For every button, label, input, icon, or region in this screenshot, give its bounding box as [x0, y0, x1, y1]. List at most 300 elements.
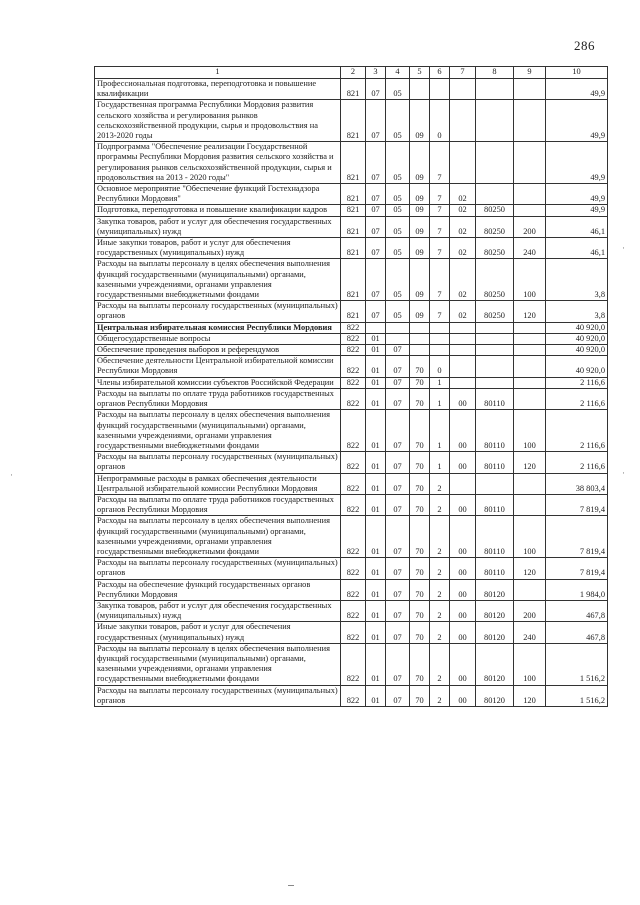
subsection-cell: 05	[386, 216, 410, 237]
expense-type-cell	[514, 205, 546, 216]
subsection-cell: 07	[386, 410, 410, 452]
margin-mark: ·	[622, 243, 625, 253]
ministry-code-cell: 822	[341, 410, 366, 452]
event-cell: 00	[450, 516, 476, 558]
program-cell: 70	[410, 410, 430, 452]
event-cell: 02	[450, 216, 476, 237]
direction-cell: 80120	[476, 643, 514, 685]
section-cell: 07	[366, 142, 386, 184]
subsection-cell: 07	[386, 685, 410, 706]
expense-type-cell: 100	[514, 516, 546, 558]
amount-cell: 1 516,2	[546, 643, 608, 685]
ministry-code-cell: 822	[341, 494, 366, 515]
row-name-cell: Закупка товаров, работ и услуг для обеспечения государственных (муниципальных) нужд	[95, 600, 341, 621]
expense-type-cell: 120	[514, 685, 546, 706]
event-cell	[450, 377, 476, 388]
expense-type-cell: 120	[514, 301, 546, 322]
direction-cell: 80110	[476, 516, 514, 558]
subsection-cell: 07	[386, 377, 410, 388]
expense-type-cell	[514, 79, 546, 100]
section-cell: 01	[366, 345, 386, 356]
amount-cell: 467,8	[546, 622, 608, 643]
direction-cell: 80250	[476, 216, 514, 237]
section-cell	[366, 322, 386, 333]
amount-cell: 49,9	[546, 79, 608, 100]
expense-type-cell: 200	[514, 600, 546, 621]
section-cell: 01	[366, 558, 386, 579]
subprogram-cell: 1	[430, 388, 450, 409]
amount-cell: 467,8	[546, 600, 608, 621]
direction-cell: 80250	[476, 259, 514, 301]
expense-type-cell	[514, 579, 546, 600]
row-name-cell: Общегосударственные вопросы	[95, 333, 341, 344]
ministry-code-cell: 822	[341, 558, 366, 579]
direction-cell	[476, 142, 514, 184]
direction-cell: 80120	[476, 622, 514, 643]
amount-cell: 46,1	[546, 238, 608, 259]
direction-cell: 80110	[476, 494, 514, 515]
event-cell: 00	[450, 558, 476, 579]
amount-cell: 40 920,0	[546, 333, 608, 344]
row-name-cell: Основное мероприятие "Обеспечение функций Гостехнадзора Республики Мордовия"	[95, 184, 341, 205]
amount-cell: 49,9	[546, 184, 608, 205]
event-cell: 00	[450, 410, 476, 452]
program-cell: 09	[410, 301, 430, 322]
header-row	[95, 67, 608, 79]
subsection-cell: 05	[386, 100, 410, 142]
ministry-code-cell: 821	[341, 238, 366, 259]
ministry-code-cell: 822	[341, 377, 366, 388]
column-header: 5	[410, 67, 430, 79]
amount-cell: 1 516,2	[546, 685, 608, 706]
event-cell: 02	[450, 238, 476, 259]
direction-cell	[476, 333, 514, 344]
program-cell	[410, 79, 430, 100]
ministry-code-cell: 822	[341, 643, 366, 685]
subsection-cell: 07	[386, 579, 410, 600]
amount-cell: 49,9	[546, 205, 608, 216]
event-cell: 00	[450, 600, 476, 621]
direction-cell	[476, 184, 514, 205]
table-row	[95, 356, 608, 377]
table-row	[95, 579, 608, 600]
program-cell: 09	[410, 238, 430, 259]
program-cell: 70	[410, 388, 430, 409]
row-name-cell: Обеспечение деятельности Центральной избирательной комиссии Республики Мордовия	[95, 356, 341, 377]
event-cell: 00	[450, 643, 476, 685]
direction-cell	[476, 322, 514, 333]
expense-type-cell: 100	[514, 259, 546, 301]
section-cell: 01	[366, 494, 386, 515]
subprogram-cell: 7	[430, 238, 450, 259]
ministry-code-cell: 821	[341, 79, 366, 100]
section-cell: 01	[366, 622, 386, 643]
row-name-cell: Непрограммные расходы в рамках обеспечения деятельности Центральной избирательной комиссии Республики Мордовия	[95, 473, 341, 494]
ministry-code-cell: 821	[341, 216, 366, 237]
program-cell	[410, 322, 430, 333]
subprogram-cell: 2	[430, 494, 450, 515]
subprogram-cell	[430, 333, 450, 344]
amount-cell: 1 984,0	[546, 579, 608, 600]
subprogram-cell: 0	[430, 356, 450, 377]
event-cell	[450, 345, 476, 356]
amount-cell: 49,9	[546, 100, 608, 142]
margin-mark: ·	[622, 468, 625, 478]
section-cell: 07	[366, 216, 386, 237]
table-row	[95, 410, 608, 452]
row-name-cell: Закупка товаров, работ и услуг для обеспечения государственных (муниципальных) нужд	[95, 216, 341, 237]
ministry-code-cell: 821	[341, 205, 366, 216]
row-name-cell: Расходы на выплаты персоналу в целях обеспечения выполнения функций государственными (муниципальными) органами, казенными учреждениями, органами управления государственными внебюджетными фондами	[95, 643, 341, 685]
event-cell	[450, 322, 476, 333]
subsection-cell: 07	[386, 558, 410, 579]
direction-cell	[476, 473, 514, 494]
ministry-code-cell: 822	[341, 345, 366, 356]
section-cell: 01	[366, 452, 386, 473]
section-cell: 01	[366, 333, 386, 344]
program-cell: 70	[410, 622, 430, 643]
direction-cell: 80120	[476, 600, 514, 621]
subsection-cell: 05	[386, 301, 410, 322]
subsection-cell: 07	[386, 622, 410, 643]
ministry-code-cell: 821	[341, 301, 366, 322]
margin-mark: ·	[10, 470, 13, 480]
budget-table	[94, 66, 608, 707]
subsection-cell: 05	[386, 79, 410, 100]
subprogram-cell: 2	[430, 622, 450, 643]
amount-cell: 2 116,6	[546, 452, 608, 473]
row-name-cell: Центральная избирательная комиссия Республики Мордовия	[95, 322, 341, 333]
ministry-code-cell: 821	[341, 259, 366, 301]
expense-type-cell	[514, 100, 546, 142]
program-cell: 70	[410, 685, 430, 706]
section-cell: 07	[366, 79, 386, 100]
row-name-cell: Расходы на обеспечение функций государственных органов Республики Мордовия	[95, 579, 341, 600]
program-cell: 70	[410, 356, 430, 377]
subprogram-cell: 1	[430, 452, 450, 473]
subprogram-cell: 2	[430, 473, 450, 494]
column-header: 7	[450, 67, 476, 79]
amount-cell: 3,8	[546, 259, 608, 301]
subprogram-cell: 2	[430, 685, 450, 706]
event-cell: 00	[450, 452, 476, 473]
subprogram-cell: 2	[430, 558, 450, 579]
row-name-cell: Расходы на выплаты персоналу государственных (муниципальных) органов	[95, 685, 341, 706]
amount-cell: 40 920,0	[546, 345, 608, 356]
expense-type-cell: 100	[514, 643, 546, 685]
expense-type-cell: 240	[514, 238, 546, 259]
event-cell	[450, 142, 476, 184]
expense-type-cell	[514, 184, 546, 205]
ministry-code-cell: 822	[341, 388, 366, 409]
event-cell	[450, 473, 476, 494]
table-row	[95, 494, 608, 515]
direction-cell: 80120	[476, 579, 514, 600]
subprogram-cell: 7	[430, 216, 450, 237]
row-name-cell: Иные закупки товаров, работ и услуг для обеспечения государственных (муниципальных) нужд	[95, 622, 341, 643]
table-row	[95, 388, 608, 409]
direction-cell	[476, 345, 514, 356]
subsection-cell: 07	[386, 356, 410, 377]
section-cell: 01	[366, 377, 386, 388]
subprogram-cell: 7	[430, 259, 450, 301]
column-header: 1	[95, 67, 341, 79]
event-cell: 00	[450, 388, 476, 409]
row-name-cell: Иные закупки товаров, работ и услуг для обеспечения государственных (муниципальных) нужд	[95, 238, 341, 259]
row-name-cell: Расходы на выплаты персоналу государственных (муниципальных) органов	[95, 452, 341, 473]
column-header: 9	[514, 67, 546, 79]
ministry-code-cell: 822	[341, 333, 366, 344]
direction-cell: 80110	[476, 388, 514, 409]
direction-cell: 80120	[476, 685, 514, 706]
row-name-cell: Расходы на выплаты персоналу в целях обеспечения выполнения функций государственными (муниципальными) органами, казенными учреждениями, органами управления государственными внебюджетными фондами	[95, 410, 341, 452]
subsection-cell	[386, 333, 410, 344]
ministry-code-cell: 821	[341, 142, 366, 184]
section-cell: 07	[366, 205, 386, 216]
subsection-cell: 07	[386, 473, 410, 494]
amount-cell: 40 920,0	[546, 322, 608, 333]
table-row	[95, 643, 608, 685]
section-cell: 01	[366, 516, 386, 558]
expense-type-cell: 120	[514, 452, 546, 473]
table-row	[95, 622, 608, 643]
amount-cell: 2 116,6	[546, 377, 608, 388]
subprogram-cell	[430, 345, 450, 356]
direction-cell: 80110	[476, 452, 514, 473]
row-name-cell: Государственная программа Республики Мордовия развития сельского хозяйства и регулирования рынков сельскохозяйственной продукции, сырья и продовольствия на 2013-2020 годы	[95, 100, 341, 142]
event-cell	[450, 79, 476, 100]
program-cell: 09	[410, 216, 430, 237]
row-name-cell: Расходы на выплаты персоналу в целях обеспечения выполнения функций государственными (муниципальными) органами, казенными учреждениями, органами управления государственными внебюджетными фондами	[95, 259, 341, 301]
column-header: 2	[341, 67, 366, 79]
expense-type-cell: 100	[514, 410, 546, 452]
ministry-code-cell: 822	[341, 322, 366, 333]
amount-cell: 49,9	[546, 142, 608, 184]
section-cell: 01	[366, 685, 386, 706]
section-cell: 01	[366, 410, 386, 452]
amount-cell: 40 920,0	[546, 356, 608, 377]
row-name-cell: Члены избирательной комиссии субъектов Российской Федерации	[95, 377, 341, 388]
expense-type-cell	[514, 388, 546, 409]
section-cell: 01	[366, 388, 386, 409]
ministry-code-cell: 822	[341, 600, 366, 621]
event-cell: 02	[450, 259, 476, 301]
program-cell	[410, 345, 430, 356]
amount-cell: 46,1	[546, 216, 608, 237]
event-cell: 02	[450, 301, 476, 322]
subsection-cell	[386, 322, 410, 333]
table-row	[95, 345, 608, 356]
event-cell: 00	[450, 579, 476, 600]
program-cell: 09	[410, 100, 430, 142]
direction-cell	[476, 356, 514, 377]
ministry-code-cell: 822	[341, 579, 366, 600]
program-cell: 09	[410, 259, 430, 301]
table-row	[95, 259, 608, 301]
table-row	[95, 301, 608, 322]
table-row	[95, 333, 608, 344]
table-row	[95, 238, 608, 259]
row-name-cell: Расходы на выплаты по оплате труда работников государственных органов Республики Мордовия	[95, 494, 341, 515]
table-row	[95, 452, 608, 473]
ministry-code-cell: 822	[341, 516, 366, 558]
program-cell: 70	[410, 377, 430, 388]
subsection-cell: 05	[386, 205, 410, 216]
expense-type-cell	[514, 142, 546, 184]
row-name-cell: Расходы на выплаты персоналу государственных (муниципальных) органов	[95, 301, 341, 322]
ministry-code-cell: 821	[341, 184, 366, 205]
program-cell: 70	[410, 579, 430, 600]
table-row	[95, 473, 608, 494]
direction-cell	[476, 100, 514, 142]
section-cell: 01	[366, 473, 386, 494]
amount-cell: 3,8	[546, 301, 608, 322]
section-cell: 07	[366, 100, 386, 142]
page-number: 286	[574, 38, 595, 53]
program-cell: 09	[410, 184, 430, 205]
subsection-cell: 07	[386, 345, 410, 356]
program-cell: 70	[410, 643, 430, 685]
subsection-cell: 05	[386, 184, 410, 205]
subprogram-cell: 2	[430, 516, 450, 558]
table-row	[95, 184, 608, 205]
expense-type-cell	[514, 377, 546, 388]
amount-cell: 2 116,6	[546, 410, 608, 452]
expense-type-cell	[514, 345, 546, 356]
subprogram-cell: 1	[430, 377, 450, 388]
amount-cell: 7 819,4	[546, 558, 608, 579]
program-cell: 70	[410, 473, 430, 494]
column-header: 10	[546, 67, 608, 79]
subsection-cell: 07	[386, 452, 410, 473]
section-cell: 01	[366, 356, 386, 377]
subprogram-cell: 1	[430, 410, 450, 452]
table-body	[95, 79, 608, 707]
amount-cell: 2 116,6	[546, 388, 608, 409]
subsection-cell: 05	[386, 142, 410, 184]
subsection-cell: 05	[386, 238, 410, 259]
table-row	[95, 205, 608, 216]
footer-mark	[288, 885, 294, 886]
table-row	[95, 322, 608, 333]
expense-type-cell	[514, 494, 546, 515]
amount-cell: 7 819,4	[546, 494, 608, 515]
expense-type-cell	[514, 473, 546, 494]
ministry-code-cell: 822	[341, 452, 366, 473]
expense-type-cell: 200	[514, 216, 546, 237]
event-cell	[450, 100, 476, 142]
ministry-code-cell: 822	[341, 473, 366, 494]
event-cell: 00	[450, 622, 476, 643]
section-cell: 07	[366, 259, 386, 301]
subprogram-cell: 2	[430, 643, 450, 685]
section-cell: 01	[366, 643, 386, 685]
section-cell: 01	[366, 600, 386, 621]
amount-cell: 38 803,4	[546, 473, 608, 494]
table-row	[95, 100, 608, 142]
program-cell: 70	[410, 558, 430, 579]
subprogram-cell	[430, 79, 450, 100]
column-header: 3	[366, 67, 386, 79]
ministry-code-cell: 822	[341, 356, 366, 377]
subprogram-cell	[430, 322, 450, 333]
direction-cell	[476, 79, 514, 100]
section-cell: 07	[366, 238, 386, 259]
subprogram-cell: 7	[430, 142, 450, 184]
section-cell: 01	[366, 579, 386, 600]
table-row	[95, 377, 608, 388]
expense-type-cell	[514, 356, 546, 377]
column-header: 8	[476, 67, 514, 79]
direction-cell: 80250	[476, 205, 514, 216]
subsection-cell: 07	[386, 600, 410, 621]
row-name-cell: Обеспечение проведения выборов и референдумов	[95, 345, 341, 356]
subprogram-cell: 7	[430, 301, 450, 322]
column-header: 6	[430, 67, 450, 79]
expense-type-cell: 120	[514, 558, 546, 579]
table-row	[95, 142, 608, 184]
direction-cell: 80250	[476, 238, 514, 259]
ministry-code-cell: 822	[341, 685, 366, 706]
subsection-cell: 07	[386, 388, 410, 409]
row-name-cell: Профессиональная подготовка, переподготовка и повышение квалификации	[95, 79, 341, 100]
expense-type-cell: 240	[514, 622, 546, 643]
table-row	[95, 79, 608, 100]
amount-cell: 7 819,4	[546, 516, 608, 558]
event-cell: 02	[450, 184, 476, 205]
table-row	[95, 558, 608, 579]
event-cell: 00	[450, 494, 476, 515]
subsection-cell: 07	[386, 516, 410, 558]
program-cell: 70	[410, 516, 430, 558]
ministry-code-cell: 822	[341, 622, 366, 643]
row-name-cell: Подпрограмма "Обеспечение реализации Государственной программы Республики Мордовия развития сельского хозяйства и регулирования рынков сельскохозяйственной продукции, сырья и продовольствия на 2013 - 2020 годы"	[95, 142, 341, 184]
table-row	[95, 685, 608, 706]
subprogram-cell: 2	[430, 600, 450, 621]
direction-cell	[476, 377, 514, 388]
subprogram-cell: 0	[430, 100, 450, 142]
program-cell: 09	[410, 205, 430, 216]
row-name-cell: Расходы на выплаты персоналу в целях обеспечения выполнения функций государственными (муниципальными) органами, казенными учреждениями, органами управления государственными внебюджетными фондами	[95, 516, 341, 558]
subprogram-cell: 7	[430, 205, 450, 216]
program-cell: 70	[410, 600, 430, 621]
direction-cell: 80250	[476, 301, 514, 322]
ministry-code-cell: 821	[341, 100, 366, 142]
direction-cell: 80110	[476, 558, 514, 579]
subsection-cell: 07	[386, 643, 410, 685]
event-cell: 02	[450, 205, 476, 216]
subprogram-cell: 2	[430, 579, 450, 600]
event-cell: 00	[450, 685, 476, 706]
program-cell: 70	[410, 494, 430, 515]
program-cell: 70	[410, 452, 430, 473]
table-row	[95, 516, 608, 558]
expense-type-cell	[514, 322, 546, 333]
section-cell: 07	[366, 184, 386, 205]
row-name-cell: Расходы на выплаты по оплате труда работников государственных органов Республики Мордовия	[95, 388, 341, 409]
subsection-cell: 05	[386, 259, 410, 301]
expense-type-cell	[514, 333, 546, 344]
event-cell	[450, 356, 476, 377]
direction-cell: 80110	[476, 410, 514, 452]
program-cell: 09	[410, 142, 430, 184]
row-name-cell: Расходы на выплаты персоналу государственных (муниципальных) органов	[95, 558, 341, 579]
section-cell: 07	[366, 301, 386, 322]
table-row	[95, 600, 608, 621]
table-row	[95, 216, 608, 237]
program-cell	[410, 333, 430, 344]
event-cell	[450, 333, 476, 344]
